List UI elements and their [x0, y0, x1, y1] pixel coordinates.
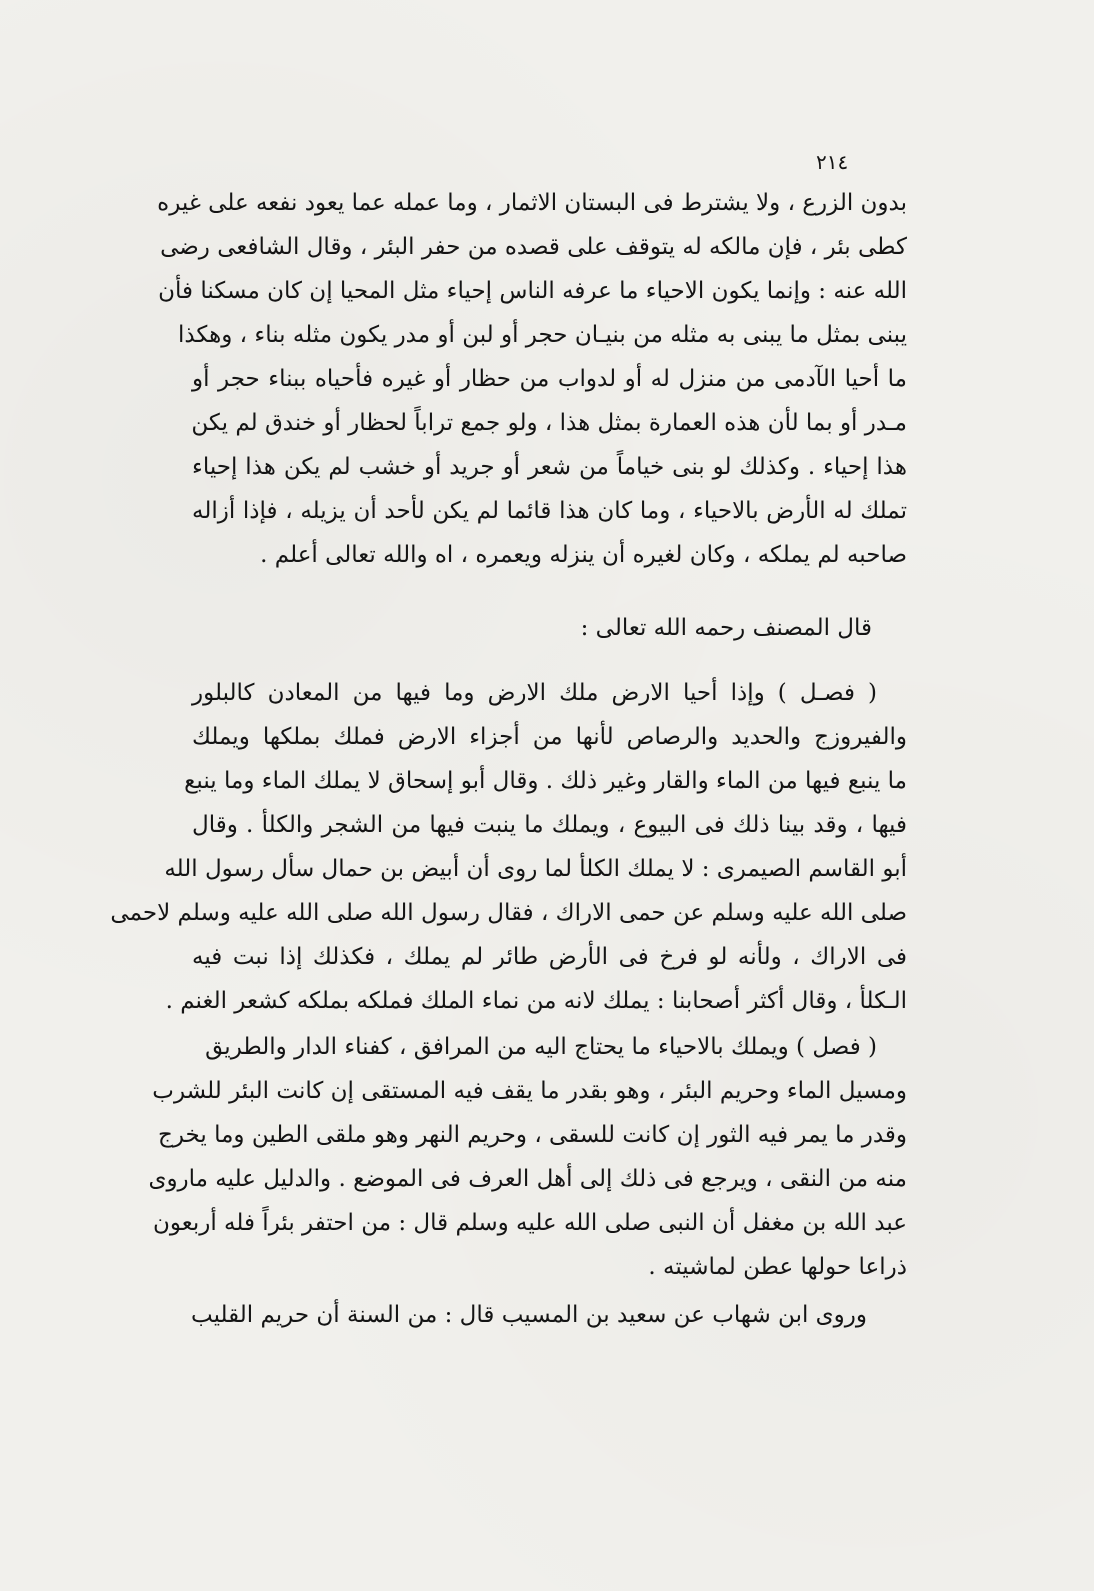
paragraph-3-line-1: ( فصل ) ويملك بالاحياء ما يحتاج اليه من المرافق ، كفناء الدار والطريق — [205, 1034, 877, 1060]
paragraph-1-line-4: يبنى بمثل ما يبنى به مثله من بنيـان حجر أو لبن أو مدر يكون مثله بناء ، وهكذا — [177, 322, 907, 348]
paragraph-1-line-3: الله عنه : وإنما يكون الاحياء ما عرفه الناس إحياء مثل المحيا إن كان مسكنا فأن — [158, 278, 907, 304]
paragraph-1-line-2: كطى بئر ، فإن مالكه له يتوقف على قصده من حفر البئر ، وقال الشافعى رضى — [160, 234, 907, 260]
paragraph-2-line-5: أبو القاسم الصيمرى : لا يملك الكلأ لما روى أن أبيض بن حمال سأل رسول الله — [164, 856, 907, 882]
paragraph-3-line-5: عبد الله بن مغفل أن النبى صلى الله عليه وسلم قال : من احتفر بئراً فله أربعون — [152, 1210, 907, 1236]
paragraph-1-line-1: بدون الزرع ، ولا يشترط فى البستان الاثمار ، وما عمله عما يعود نفعه على غيره — [157, 190, 907, 216]
paragraph-3-line-6: ذراعا حولها عطن لماشيته . — [648, 1254, 907, 1280]
paragraph-2-line-1: ( فصـل ) وإذا أحيا الارض ملك الارض وما فيها من المعادن كالبلور — [192, 680, 877, 706]
paragraph-1-line-5: ما أحيا الآدمى من منزل له أو لدواب من حظار أو غيره فأحياه ببناء حجر أو — [192, 366, 907, 392]
paragraph-1-line-9: صاحبه لم يملكه ، وكان لغيره أن ينزله ويعمره ، اه والله تعالى أعلم . — [260, 542, 907, 568]
paragraph-2-line-7: فى الاراك ، ولأنه لو فرخ فى الأرض طائر لم يملك ، فكذلك إذا نبت فيه — [192, 944, 907, 970]
paragraph-2-line-3: ما ينبع فيها من الماء والقار وغير ذلك . وقال أبو إسحاق لا يملك الماء وما ينبع — [184, 768, 907, 794]
paragraph-1-line-6: مـدر أو بما لأن هذه العمارة بمثل هذا ، ولو جمع تراباً لحظار أو خندق لم يكن — [191, 410, 907, 436]
paragraph-3-line-3: وقدر ما يمر فيه الثور إن كانت للسقى ، وحريم النهر وهو ملقى الطين وما يخرج — [158, 1122, 907, 1148]
paragraph-2-line-8: الـكلأ ، وقال أكثر أصحابنا : يملك لانه من نماء الملك فملكه بملكه كشعر الغنم . — [165, 988, 907, 1014]
section-heading: قال المصنف رحمه الله تعالى : — [580, 615, 872, 641]
paragraph-1-line-7: هذا إحياء . وكذلك لو بنى خياماً من شعر أو جريد أو خشب لم يكن هذا إحياء — [192, 454, 907, 480]
paragraph-2-line-2: والفيروزج والحديد والرصاص لأنها من أجزاء الارض فملك بملكها ويملك — [192, 724, 907, 750]
paragraph-2-line-6: صلى الله عليه وسلم عن حمى الاراك ، فقال رسول الله صلى الله عليه وسلم لاحمى — [110, 900, 907, 926]
paragraph-3-line-2: ومسيل الماء وحريم البئر ، وهو بقدر ما يقف فيه المستقى إن كانت البئر للشرب — [152, 1078, 907, 1104]
paragraph-3-line-4: منه من النقى ، ويرجع فى ذلك إلى أهل العرف فى الموضع . والدليل عليه ماروى — [148, 1166, 907, 1192]
paragraph-4-line-1: وروى ابن شهاب عن سعيد بن المسيب قال : من السنة أن حريم القليب — [190, 1302, 867, 1328]
paragraph-2-line-4: فيها ، وقد بينا ذلك فى البيوع ، ويملك ما ينبت فيها من الشجر والكلأ . وقال — [192, 812, 907, 838]
paragraph-1-line-8: تملك له الأرض بالاحياء ، وما كان هذا قائما لم يكن لأحد أن يزيله ، فإذا أزاله — [192, 498, 907, 524]
page-number: ٢١٤ — [816, 150, 849, 174]
